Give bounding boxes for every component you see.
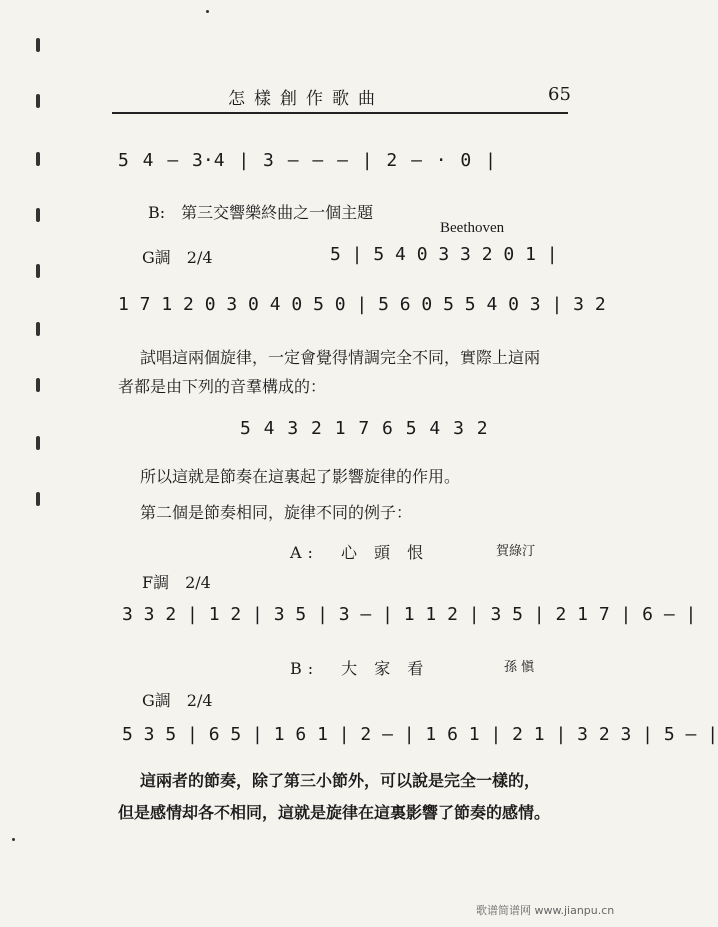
notation-line-g-2: 5 3 5 | 6 5 | 1 6 1 | 2 — | 1 6 1 | 2 1 | 3 2 3 | 5 — |	[122, 724, 718, 745]
notation-line-f: 3 3 2 | 1 2 | 3 5 | 3 — | 1 1 2 | 3 5 | 2 1 7 | 6 — |	[122, 604, 697, 625]
header-title: 怎樣創作歌曲	[228, 89, 384, 109]
key-signature-f: F調 2/4	[142, 573, 211, 592]
header-rule	[112, 112, 568, 114]
paragraph-4-line-1: 這兩者的節奏，除了第三小節外，可以說是完全一樣的，	[140, 771, 541, 790]
margin-mark	[36, 38, 40, 52]
paragraph-2: 所以這就是節奏在這裏起了影響旋律的作用。	[140, 467, 461, 486]
scan-speck	[206, 10, 209, 13]
margin-mark	[36, 94, 40, 108]
margin-mark	[36, 378, 40, 392]
notation-line-1: 5 4 — 3·4 | 3 — — — | 2 — · 0 |	[118, 150, 496, 171]
margin-mark	[36, 492, 40, 506]
note-group-scale: 5 4 3 2 1 7 6 5 4 3 2	[240, 418, 489, 439]
song-a-title: A: 心 頭 恨	[290, 543, 430, 562]
composer-b: 孫 愼	[504, 660, 535, 675]
song-b-title: B: 大 家 看	[290, 659, 430, 678]
margin-mark	[36, 322, 40, 336]
paragraph-1-line-2: 者都是由下列的音羣構成的：	[118, 377, 327, 396]
margin-mark	[36, 264, 40, 278]
paragraph-1-line-1: 試唱這兩個旋律，一定會覺得情調完全不同，實際上這兩	[140, 348, 541, 367]
composer-beethoven: Beethoven	[440, 220, 505, 236]
paragraph-3: 第二個是節奏相同，旋律不同的例子：	[140, 503, 413, 522]
page-number: 65	[548, 84, 571, 105]
scan-speck	[12, 838, 15, 841]
watermark: 歌谱简谱网 www.jianpu.cn	[476, 904, 615, 917]
margin-mark	[36, 208, 40, 222]
notation-line-b: 5 | 5 4 0 3 3 2 0 1 |	[330, 244, 558, 265]
key-signature-g: G調 2/4	[142, 248, 213, 267]
paragraph-4-line-2: 但是感情却各不相同，這就是旋律在這裏影響了節奏的感情。	[118, 803, 551, 822]
margin-mark	[36, 436, 40, 450]
notation-line-2: 1 7 1 2 0 3 0 4 0 5 0 | 5 6 0 5 5 4 0 3 | 3 2	[118, 294, 606, 315]
key-signature-g-2: G調 2/4	[142, 691, 213, 710]
margin-mark	[36, 152, 40, 166]
composer-a: 賀綠汀	[496, 544, 536, 559]
subheading-b: B: 第三交響樂終曲之一個主題	[148, 203, 374, 222]
